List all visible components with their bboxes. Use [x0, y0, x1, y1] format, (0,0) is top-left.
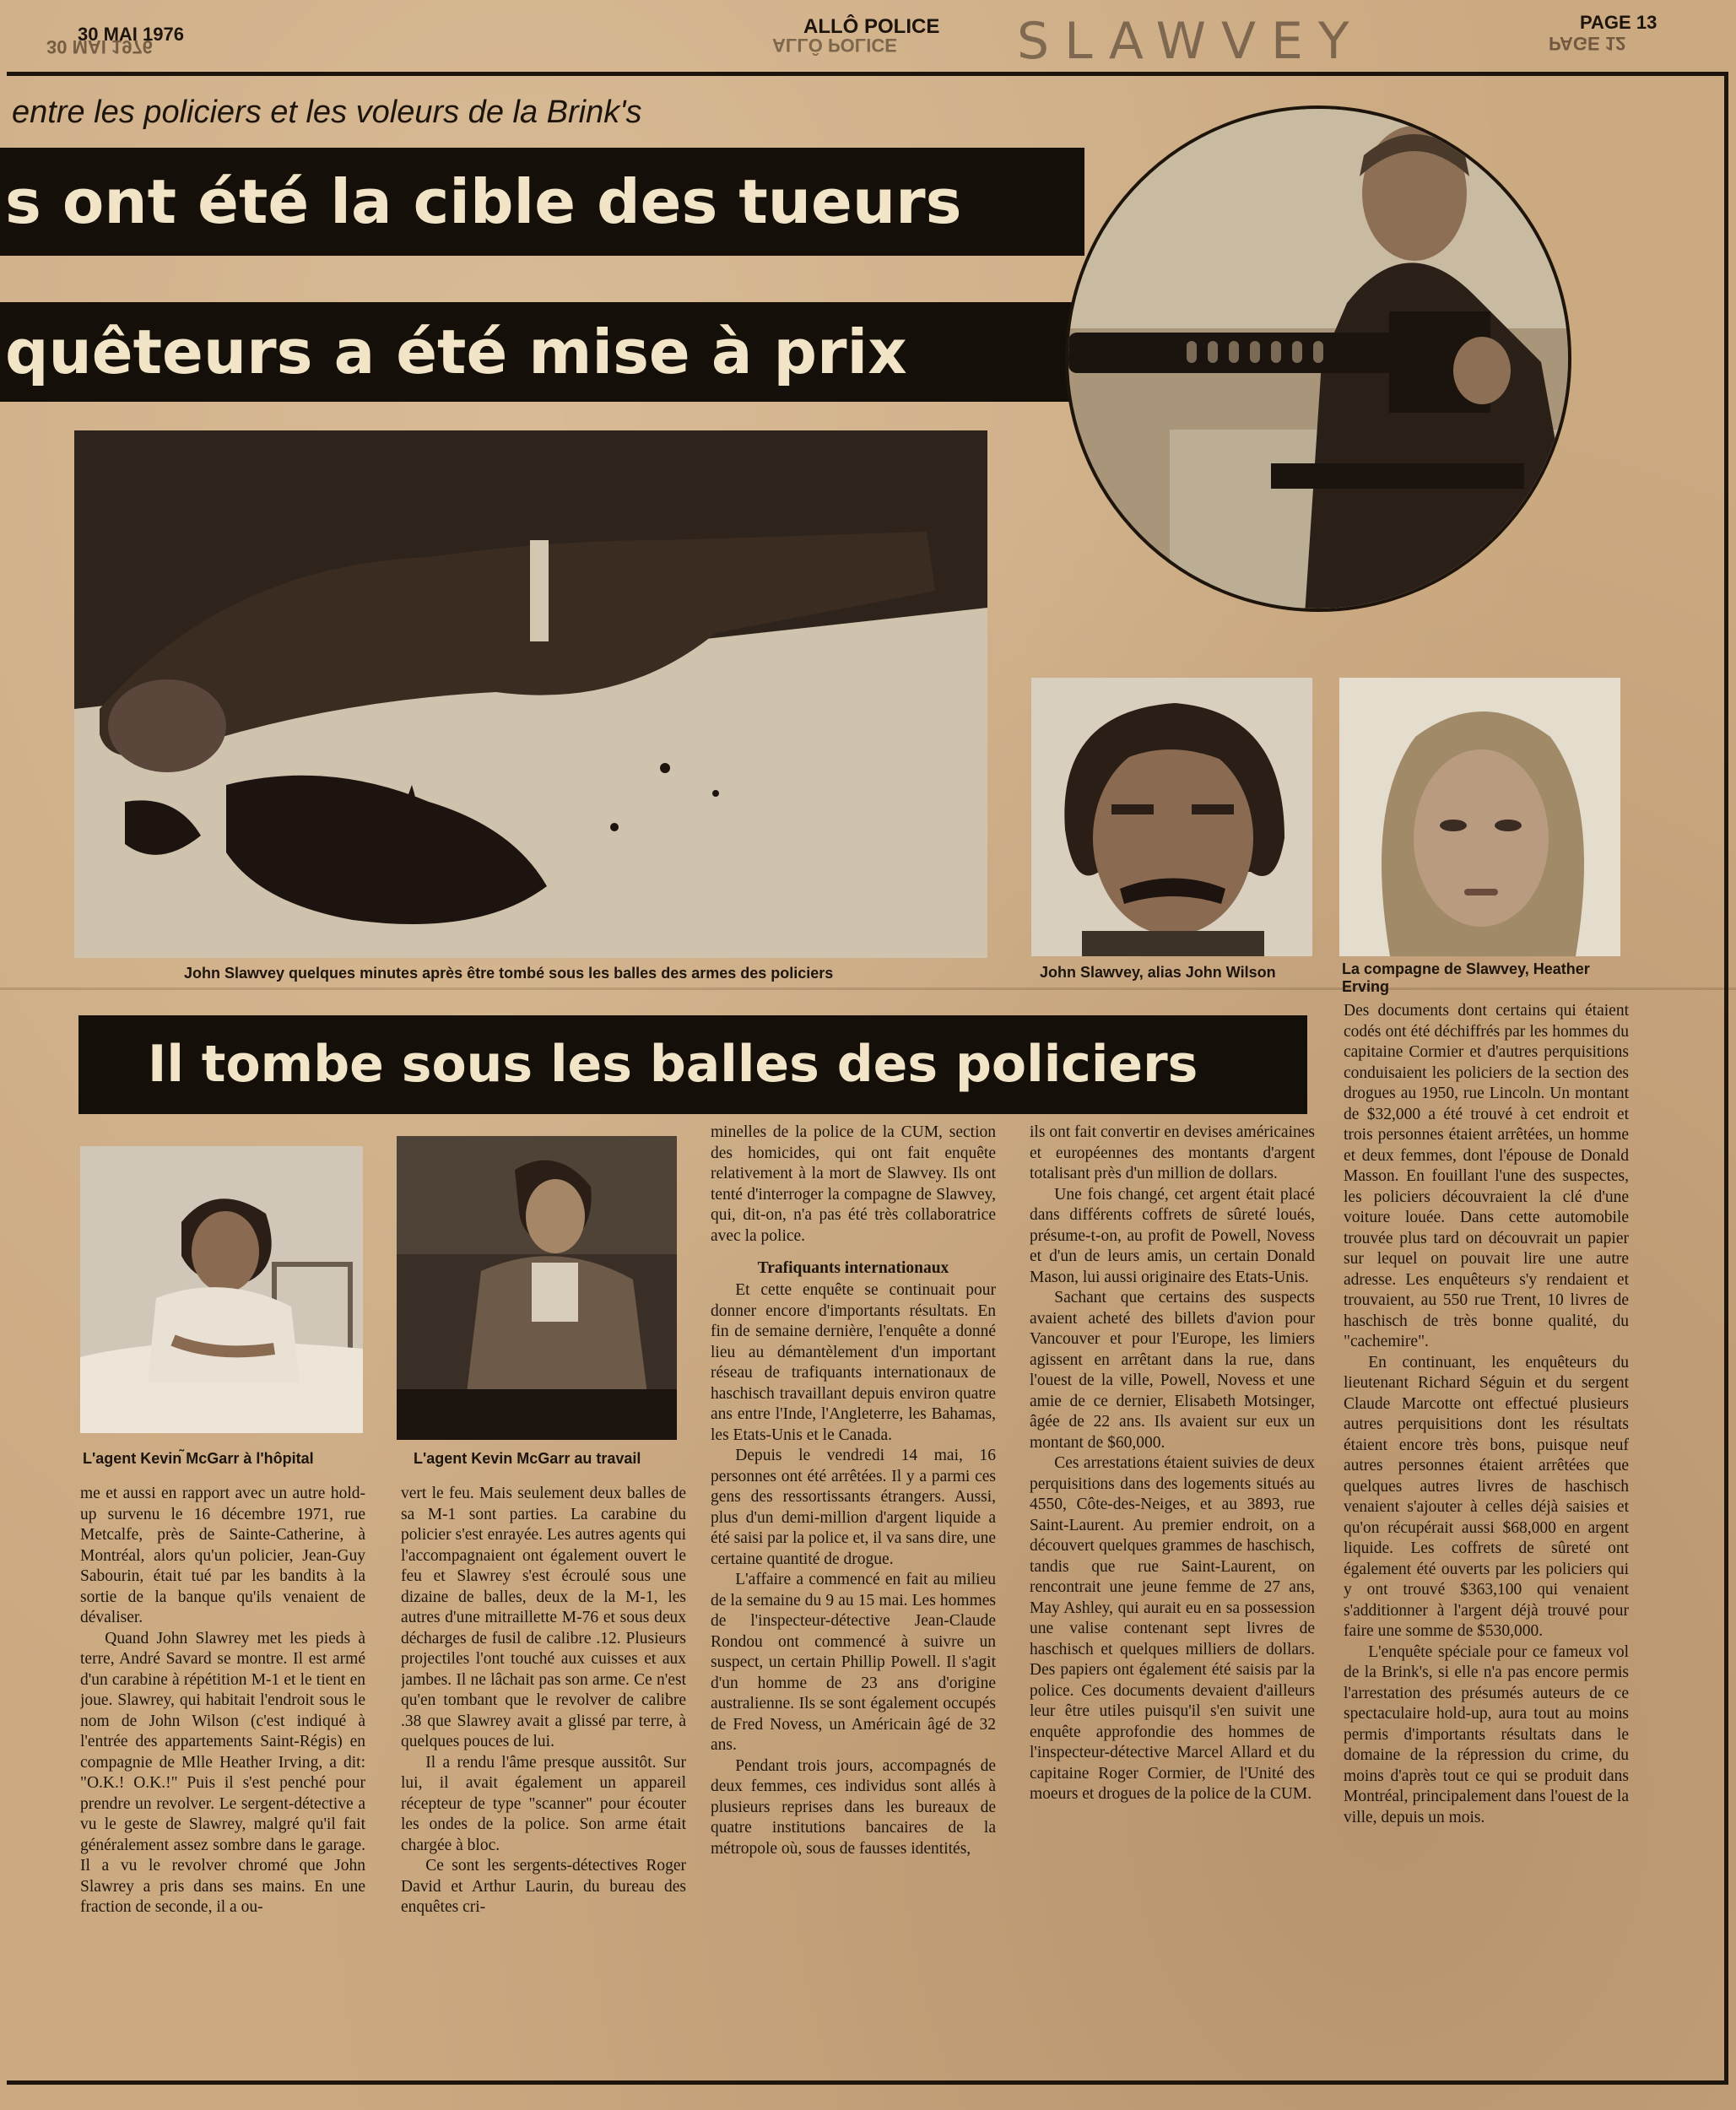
article-column-3 [711, 1123, 996, 2083]
header-paper-bleed-through: ALLÔ POLICE [772, 35, 897, 56]
paragraph: En continuant, les enquêteurs du lieutenant Richard Séguin et du sergent Claude Marcotte ont effectué plusieurs autres perquisitions dont les résultats étaient encore très bons, puisque neuf autres personnes étaient arrêtées que quelques autres livres de haschisch venaient s'ajouter à celles déjà saisies et qu'on récupérait aussi $68,000 en argent liquide. Les coffrets de sûreté ont également été ouverts par les policiers qui y ont trouvé $363,100 qui venaient s'additionner à l'argent déjà trouvé pour faire une somme de $530,000. [1344, 1353, 1629, 1640]
header-page-bleed-through: PAGE 12 [1549, 33, 1626, 54]
caption-hospital: L'agent Kevin ̃McGarr à l'hôpital [83, 1450, 314, 1467]
hospital-bed-photo-icon [80, 1146, 363, 1433]
paragraph: Une fois changé, cet argent était placé dans différents coffrets de sûreté loués, présume-t-on, au profit de Powell, Novess et d'un de leurs amis, un certain Donald Mason, lui aussi originaire des Etats-Unis. [1030, 1185, 1315, 1286]
header-date: 30 MAI 1976 [78, 24, 184, 45]
paragraph: Pendant trois jours, accompagnés de deux femmes, ces individus sont allés à plusieurs reprises dans les bureaux de quatre institutions bancaires de la métropole où, sous de fausses identités, [711, 1756, 996, 1858]
paragraph: Des documents dont certains qui étaient codés ont été déchiffrés par les hommes du capitaine Cormier et d'autres perquisitions conduisaient les policiers de la section des drogues au 1950, rue Lincoln. Un montant de $32,000 a été trouvé à cet endroit et trois personnes étaient arrêtées, un homme et deux femmes, dont l'épouse de Donald Masson. En fouillant l'une des suspectes, les policiers découvraient la clé d'une voiture louée. Dans cette automobile trouvée plus tard on découvrait un papier sur lequel on pouvait lire une autre adresse. Les enquêteurs s'y rendaient et trouvaient, au 550 rue Trent, 10 livres de haschisch de très bonne qualité, du "cachemire". [1344, 1002, 1629, 1350]
paragraph: Ce sont les sergents-détectives Roger David et Arthur Laurin, du bureau des enquêtes cri- [401, 1857, 686, 1916]
paragraph: ils ont fait convertir en devises américaines et européennes des montants d'argent totalisant près d'un million de dollars. [1030, 1123, 1315, 1182]
paragraph: Quand John Slawrey met les pieds à terre, André Savard se montre. Il est armé d'un carabine à répétition M-1 et le tient en joue. Slawrey, qui habitait l'endroit sous le nom de John Wilson (c'est indiqué à l'entrée des appartements Saint-Régis) en compagnie de Mlle Heather Irving, a dit: "O.K.! O.K.!" Puis il s'est penché pour prendre un revolver. Le sergent-détective a vu le geste de Slawrey, malgré qu'il fait généralement assez sombre dans le garage. Il a vu le revolver chromé que John Slawrey a pris dans ses mains. En une fraction de seconde, il a ou- [80, 1629, 365, 1916]
mugshot-heather-erving [1339, 678, 1620, 956]
mugshot-john-slawvey [1031, 678, 1312, 956]
paragraph: minelles de la police de la CUM, section des homicides, qui ont fait enquête relativement à la mort de Slawvey. Ils ont tenté d'interroger la compagne de Slawvey, qui, dit-on, n'a pas été très collaboratrice avec la police. [711, 1123, 996, 1245]
kicker-line: entre les policiers et les voleurs de la Brink's [12, 95, 642, 130]
caption-body-photo: John Slawvey quelques minutes après être tombé sous les balles des armes des policiers [184, 965, 834, 982]
headline-banner-3: Il tombe sous les balles des policiers [78, 1015, 1307, 1114]
header-date-bleed-through: 30 MAI 1976 [46, 36, 153, 57]
article-column-2 [401, 1484, 686, 2083]
headline-banner-1: s ont été la cible des tueurs [0, 148, 1084, 256]
caption-mugshot-man: John Slawvey, alias John Wilson [1040, 964, 1276, 981]
body-photo-icon [74, 430, 987, 958]
photo-man-with-machine-gun [1065, 106, 1571, 612]
caption-at-work: L'agent Kevin McGarr au travail [414, 1450, 641, 1467]
paragraph: Depuis le vendredi 14 mai, 16 personnes ont été arrêtées. Il y a parmi ces gens des ressortissants étrangers. Aussi, plus d'un demi-million d'argent liquide a été saisi par la police et, il va sans dire, une certaine quantité de drogue. [711, 1447, 996, 1568]
handwritten-note: SLAWVEY [1017, 12, 1365, 71]
woman-portrait-icon [1339, 678, 1620, 956]
paragraph: L'enquête spéciale pour ce fameux vol de la Brink's, si elle n'a pas encore permis l'arrestation des présumés auteurs de ce spectaculaire hold-up, aura tout au moins permis d'importants résultats dans le domaine de la répression du crime, du moins d'après tout ce qui se produit dans Montréal, principalement dans l'ouest de la ville, depuis un mois. [1344, 1642, 1629, 1826]
man-portrait-icon [1031, 678, 1312, 956]
header-paper-name: ALLÔ POLICE [803, 15, 940, 38]
paragraph: vert le feu. Mais seulement deux balles de sa M-1 sont parties. La carabine du policier s'est enrayée. Les autres agents qui l'accompagnaient ont également ouvert le feu et Slawrey s'est écroulé sous une dizaine de balles, deux de la M-1, les autres d'une mitraillette M-76 et sous deux décharges de fusil de calibre .12. Plusieurs projectiles l'ont touché aux cuisses et aux jambes. Il ne lâchait pas son arme. Ce n'est qu'en tombant que le revolver de calibre .38 que Slawrey avait a glissé par terre, à quelques pouces de lui. [401, 1485, 686, 1750]
paragraph: me et aussi en rapport avec un autre hold-up survenu le 16 décembre 1971, rue Metcalfe, près de Sainte-Catherine, à Montréal, alors qu'un policier, Jean-Guy Sabourin, était tué par les bandits à la sortie de la banque qu'ils venaient de dévaliser. [80, 1485, 365, 1626]
photo-body-on-ground [74, 430, 987, 958]
paragraph: Il a rendu l'âme presque aussitôt. Sur lui, il avait également un appareil récepteur de type "scanner" pour écouter les ondes de la police. Son arme était chargée à bloc. [401, 1753, 686, 1854]
headline-banner-2: quêteurs a été mise à prix [0, 302, 1084, 402]
photo-mcgarr-at-work [397, 1136, 677, 1440]
paragraph: Et cette enquête se continuait pour donner encore d'importants résultats. En fin de semaine dernière, l'enquête a donné lieu au démantèlement d'un important réseau de trafiquants internationaux de haschisch travaillant depuis environ quatre ans entre l'Inde, l'Angleterre, les Bahamas, les Etats-Unis et le Canada. [711, 1281, 996, 1444]
caption-mugshot-woman: La compagne de Slawvey, Heather Erving [1342, 960, 1590, 995]
article-column-4 [1030, 1123, 1315, 2083]
officer-at-desk-photo-icon [397, 1136, 677, 1440]
paragraph: Ces arrestations étaient suivies de deux perquisitions dans des logements situés au 4550, Côte-des-Neiges, et au 3893, rue Saint-Laurent. Au premier endroit, on a découvert quelques grammes de haschisch, tandis que rue Saint-Laurent, on rencontrait une jeune femme de 27 ans, May Ashley, qui aurait eu en sa possession une valise contenant sept livres de haschisch et quelques milliers de dollars. Des papiers ont également été saisis par la police. Ces documents devaient d'ailleurs leur être utiles puisqu'il s'en suivit une enquête approfondie des hommes de l'inspecteur-détective Marcel Allard et du capitaine Roger Cormier, de l'Unité des moeurs et drogues de la police de la CUM. [1030, 1454, 1315, 1803]
header-page-number: PAGE 13 [1580, 12, 1658, 33]
article-column-5 [1344, 1001, 1629, 2083]
paragraph: L'affaire a commencé en fait au milieu de la semaine du 9 au 15 mai. Les hommes de l'inspecteur-détective Jean-Claude Rondou ont commencé à suivre un suspect, un certain Phillip Powell. Il s'agit d'un homme de 23 ans d'origine australienne. Ils se sont également occupés de Fred Novess, un Américain âgé de 32 ans. [711, 1571, 996, 1754]
paragraph: Sachant que certains des suspects avaient acheté des billets d'avion pour Vancouver et pour l'Europe, les limiers agissent en arrêtant dans la rue, dans l'ouest de la ville, Powell, Novess et une amie de ce dernier, Elisabeth Motsinger, âgée de 22 ans. Ils avaient sur eux un montant de $60,000. [1030, 1289, 1315, 1452]
machine-gun-photo-icon [1068, 109, 1571, 612]
article-column-1 [80, 1484, 365, 2083]
subheading-trafiquants: Trafiquants internationaux [757, 1259, 949, 1277]
photo-mcgarr-hospital [80, 1146, 363, 1433]
